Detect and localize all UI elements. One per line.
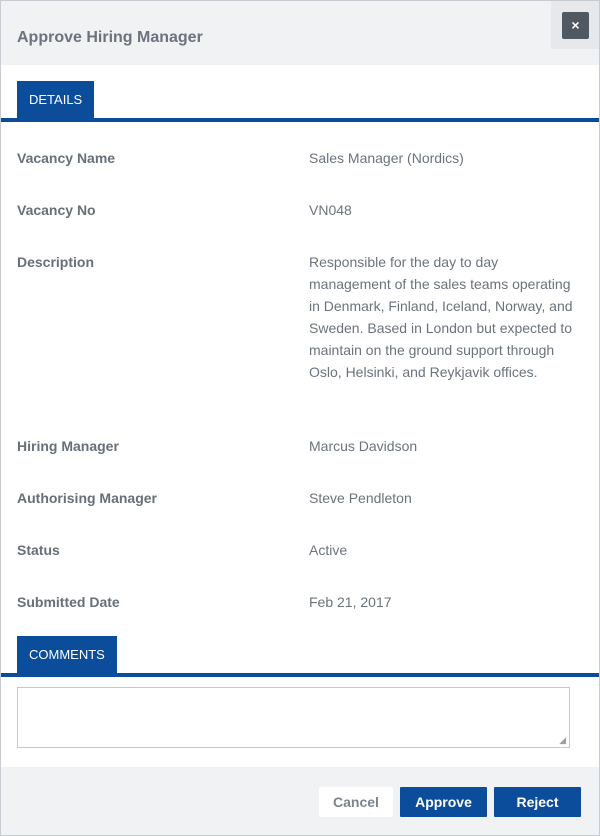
tab-comments[interactable]: COMMENTS: [17, 636, 117, 673]
approve-button[interactable]: Approve: [400, 787, 487, 817]
dialog-footer: [1, 767, 599, 835]
tab-details[interactable]: DETAILS: [17, 81, 94, 118]
dialog-header: [1, 1, 599, 65]
submitted-date-label: Submitted Date: [17, 594, 120, 610]
authorising-manager-label: Authorising Manager: [17, 490, 158, 506]
comments-tab-underline: [1, 673, 599, 677]
hiring-manager-value: Marcus Davidson: [309, 438, 418, 454]
close-area: [551, 1, 599, 49]
vacancy-name-value: Sales Manager (Nordics): [309, 150, 464, 166]
dialog-title: Approve Hiring Manager: [17, 29, 203, 46]
comments-textarea[interactable]: [17, 687, 570, 748]
vacancy-name-label: Vacancy Name: [17, 150, 116, 166]
description-label: Description: [17, 254, 95, 270]
submitted-date-value: Feb 21, 2017: [309, 594, 392, 610]
description-value: Responsible for the day to day management of the sales teams operating in Denmark, Finland, Iceland, Norway, and Sweden. Based in London but expected to maintain on the ground support through Oslo, Helsinki, and Reykjavik offices.: [309, 254, 573, 380]
details-tab-underline: [1, 118, 599, 122]
resize-grip-icon[interactable]: ◢: [559, 735, 566, 745]
vacancy-no-value: VN048: [309, 202, 352, 218]
cancel-button[interactable]: Cancel: [319, 787, 393, 817]
reject-button[interactable]: Reject: [494, 787, 581, 817]
vacancy-no-label: Vacancy No: [17, 202, 96, 218]
hiring-manager-label: Hiring Manager: [17, 438, 119, 454]
close-button[interactable]: [562, 12, 589, 39]
status-value: Active: [309, 542, 348, 558]
authorising-manager-value: Steve Pendleton: [309, 490, 412, 506]
status-label: Status: [17, 542, 60, 558]
comments-tab-row: [1, 636, 599, 677]
close-icon: ×: [571, 17, 580, 33]
details-tab-row: [1, 81, 599, 122]
